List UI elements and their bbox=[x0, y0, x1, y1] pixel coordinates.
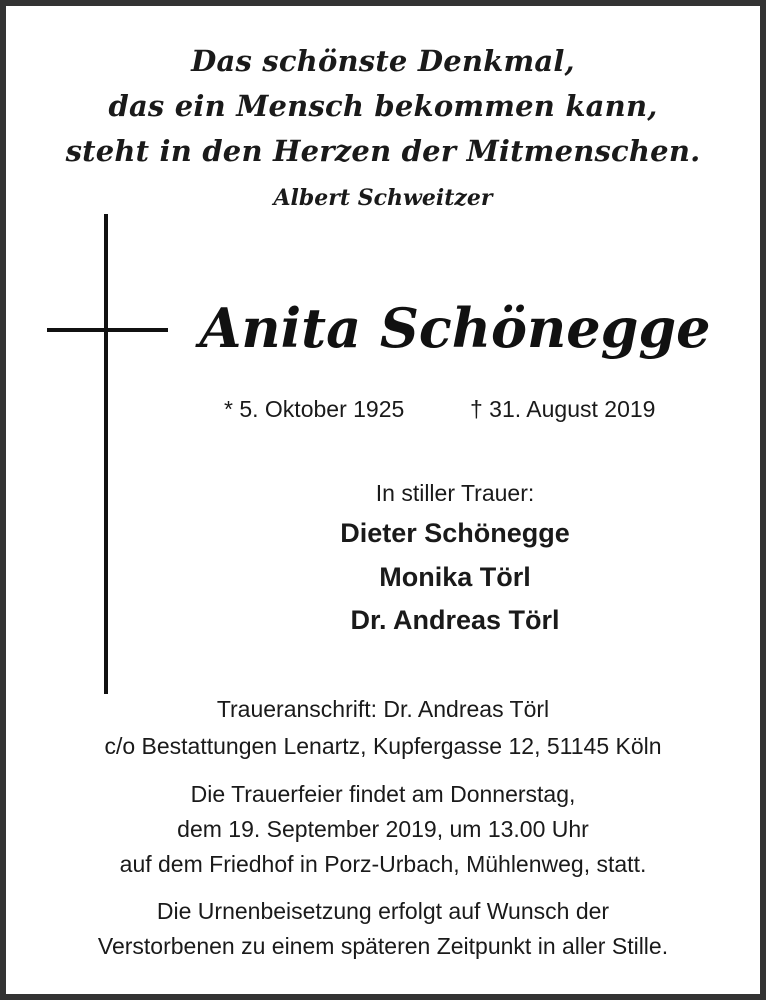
ceremony-line-3: auf dem Friedhof in Porz-Urbach, Mühlenweg, statt. bbox=[119, 851, 647, 877]
cross-icon-vertical bbox=[104, 214, 108, 694]
mourner-name: Dr. Andreas Törl bbox=[350, 605, 560, 635]
quote-line-2: das ein Mensch bekommen kann, bbox=[108, 89, 658, 123]
deceased-name: Anita Schönegge bbox=[199, 296, 711, 360]
mourners-heading: In stiller Trauer: bbox=[375, 480, 535, 506]
urn-line-1: Die Urnenbeisetzung erfolgt auf Wunsch der bbox=[156, 898, 610, 924]
quote-author: Albert Schweitzer bbox=[273, 185, 493, 211]
ceremony-line-2: dem 19. September 2019, um 13.00 Uhr bbox=[177, 816, 589, 842]
cross-icon-horizontal bbox=[47, 328, 168, 332]
mourner-name: Dieter Schönegge bbox=[340, 518, 570, 548]
death-date: † 31. August 2019 bbox=[470, 396, 656, 422]
address-line-1: Traueranschrift: Dr. Andreas Törl bbox=[216, 696, 550, 722]
quote-line-1: Das schönste Denkmal, bbox=[191, 44, 575, 78]
address-line-2: c/o Bestattungen Lenartz, Kupfergasse 12, 51145 Köln bbox=[104, 733, 662, 759]
birth-date: * 5. Oktober 1925 bbox=[224, 396, 405, 422]
ceremony-line-1: Die Trauerfeier findet am Donnerstag, bbox=[190, 781, 576, 807]
quote-line-3: steht in den Herzen der Mitmenschen. bbox=[65, 134, 701, 168]
urn-line-2: Verstorbenen zu einem späteren Zeitpunkt in aller Stille. bbox=[97, 933, 669, 959]
mourner-name: Monika Törl bbox=[379, 562, 531, 592]
